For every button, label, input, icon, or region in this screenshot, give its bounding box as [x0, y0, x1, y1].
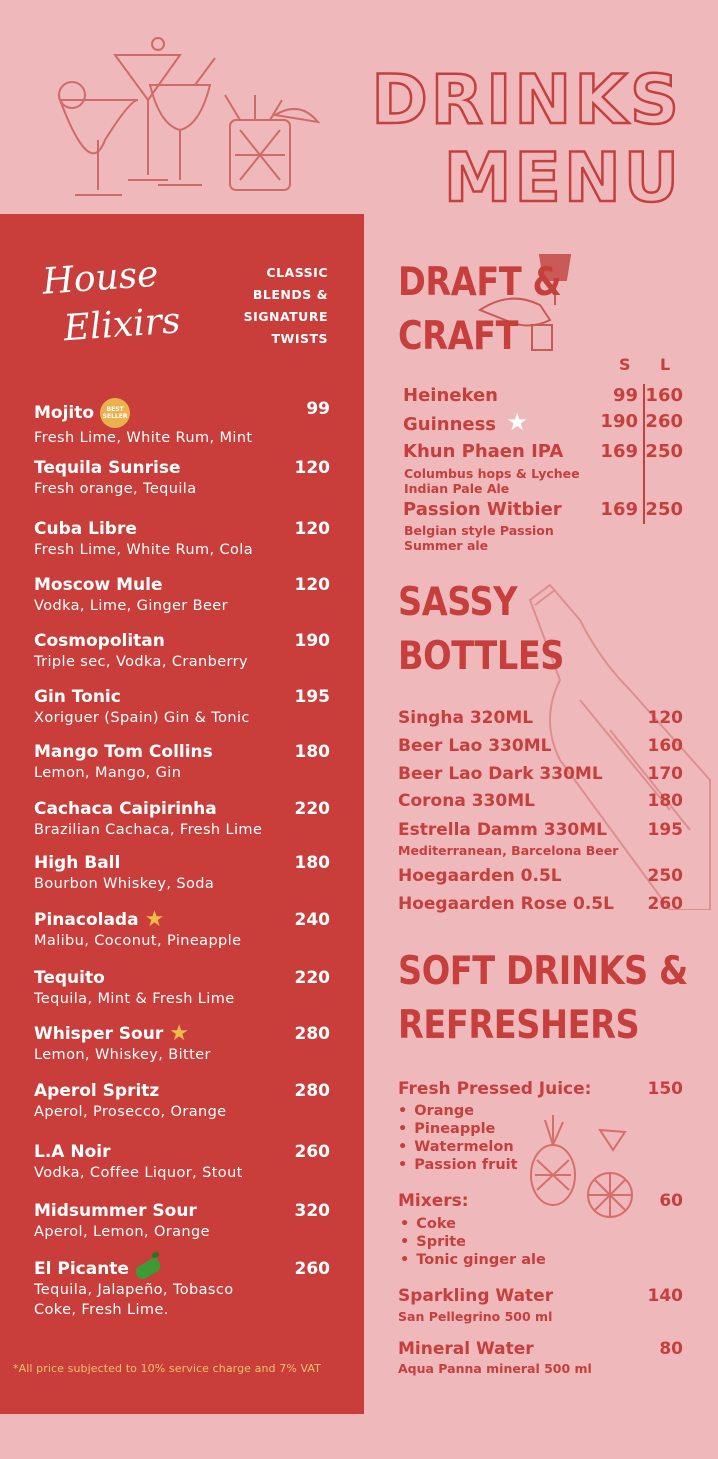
house-elixirs-heading: House Elixirs [41, 253, 182, 350]
item-name: Cuba Libre [34, 519, 137, 539]
item-price: 280 [294, 1081, 330, 1101]
item-description: Aperol, Prosecco, Orange [34, 1104, 227, 1120]
item-name: Cachaca Caipirinha [34, 799, 217, 819]
juice-options [398, 1102, 518, 1174]
item-description: Bourbon Whiskey, Soda [34, 876, 215, 892]
bottle-item [398, 707, 683, 729]
item-name: Estrella Damm 330ML [398, 820, 607, 840]
item-name: Mineral Water [398, 1339, 534, 1359]
house-elixirs-panel [0, 214, 364, 1414]
bottle-item [398, 790, 683, 812]
item-description: Aperol, Lemon, Orange [34, 1224, 210, 1240]
menu-item [34, 1200, 330, 1242]
item-price: 120 [294, 575, 330, 595]
bottle-item [398, 865, 683, 887]
cocktail-glasses-illustration [50, 30, 330, 205]
item-name: Mixers: [398, 1191, 469, 1211]
size-large-header: L [660, 355, 671, 374]
menu-item [34, 798, 330, 840]
item-description: Triple sec, Vodka, Cranberry [34, 654, 248, 670]
item-description: Fresh Lime, White Rum, Cola [34, 542, 254, 558]
draft-item [403, 440, 684, 464]
item-description-line2: Indian Pale Ale [404, 481, 510, 496]
mixer-options [400, 1215, 546, 1269]
juice-item [398, 1078, 683, 1100]
item-name: Beer Lao 330ML [398, 736, 552, 756]
item-price: 220 [294, 799, 330, 819]
item-price: 220 [294, 968, 330, 988]
item-description: Fresh orange, Tequila [34, 481, 197, 497]
item-name: Heineken [403, 385, 498, 406]
item-name: Tequila Sunrise [34, 458, 181, 478]
menu-item [34, 1141, 330, 1183]
item-name: Khun Phaen IPA [403, 441, 564, 462]
sparkling-water-item [398, 1285, 683, 1307]
item-name: Moscow Mule [34, 575, 163, 595]
list-item: • Orange [398, 1102, 518, 1120]
menu-item [34, 1080, 330, 1122]
menu-item [34, 1023, 330, 1065]
section-title-soft-drinks: SOFT DRINKS & REFRESHERS [398, 949, 688, 1048]
item-name: Gin Tonic [34, 687, 121, 707]
item-price: 60 [659, 1191, 683, 1211]
item-name: Corona 330ML [398, 791, 535, 811]
item-name: Sparkling Water [398, 1286, 554, 1306]
star-icon: ★ [506, 408, 528, 436]
item-price: 320 [294, 1201, 330, 1221]
menu-item [34, 1258, 330, 1320]
item-description: Tequila, Mint & Fresh Lime [34, 991, 235, 1007]
item-description: Lemon, Mango, Gin [34, 765, 182, 781]
item-description: Vodka, Coffee Liquor, Stout [34, 1165, 243, 1181]
menu-item [34, 518, 330, 560]
item-price: 180 [294, 853, 330, 873]
item-name: Mango Tom Collins [34, 742, 213, 762]
menu-item [34, 852, 330, 894]
item-price: 190 [294, 631, 330, 651]
bottle-item [398, 735, 683, 757]
size-small-header: S [619, 355, 631, 374]
mineral-water-item [398, 1338, 683, 1360]
price-small: 99 [612, 385, 638, 406]
item-price: 195 [647, 820, 683, 840]
item-name: Guinness [403, 414, 497, 435]
item-description: Tequila, Jalapeño, Tobasco [34, 1282, 234, 1298]
item-name: Whisper Sour [34, 1024, 164, 1044]
star-icon: ★ [144, 907, 165, 932]
house-elixirs-tagline: CLASSIC BLENDS & SIGNATURE TWISTS [243, 265, 328, 346]
item-name: Midsummer Sour [34, 1201, 197, 1221]
item-description-line2: Coke, Fresh Lime. [34, 1302, 169, 1318]
price-small: 169 [600, 499, 638, 520]
bottle-item [398, 819, 683, 841]
best-seller-badge: BEST SELLER [100, 398, 130, 428]
price-large: 250 [645, 499, 683, 520]
item-price: 99 [306, 399, 330, 419]
item-price: 250 [647, 866, 683, 886]
star-icon: ★ [169, 1021, 189, 1046]
menu-item [34, 398, 330, 448]
item-price: 170 [647, 764, 683, 784]
list-item: • Watermelon [398, 1138, 518, 1156]
item-name: Aperol Spritz [34, 1081, 160, 1101]
menu-item [34, 741, 330, 783]
item-name: High Ball [34, 853, 121, 873]
item-price: 260 [647, 894, 683, 914]
item-price: 180 [647, 791, 683, 811]
item-price: 240 [294, 910, 330, 930]
item-price: 140 [647, 1286, 683, 1306]
item-price: 120 [294, 458, 330, 478]
item-price: 260 [294, 1142, 330, 1162]
price-large: 250 [645, 441, 683, 462]
item-description: Xoriguer (Spain) Gin & Tonic [34, 710, 250, 726]
bottle-item [398, 763, 683, 785]
item-name: Mojito [34, 403, 95, 423]
item-description: San Pellegrino 500 ml [398, 1309, 553, 1324]
menu-item [34, 686, 330, 728]
menu-item [34, 574, 330, 616]
page-title: DRINKS MENU [371, 61, 682, 218]
item-name: Hoegaarden 0.5L [398, 866, 562, 886]
section-title-bottles: SASSY BOTTLES [398, 580, 565, 679]
item-description: Brazilian Cachaca, Fresh Lime [34, 822, 263, 838]
chili-icon [133, 1256, 163, 1281]
item-price: 80 [659, 1339, 683, 1359]
list-item: • Pineapple [398, 1120, 518, 1138]
price-small: 169 [600, 441, 638, 462]
item-description: Mediterranean, Barcelona Beer [398, 843, 619, 858]
list-item: • Tonic ginger ale [400, 1251, 546, 1269]
item-description: Lemon, Whiskey, Bitter [34, 1047, 211, 1063]
menu-item [34, 909, 330, 951]
price-small: 190 [600, 411, 638, 432]
item-description: Fresh Lime, White Rum, Mint [34, 430, 253, 446]
item-description: Aqua Panna mineral 500 ml [398, 1361, 592, 1376]
item-name: Pinacolada [34, 910, 139, 930]
menu-item [34, 630, 330, 672]
item-name: El Picante [34, 1259, 129, 1279]
item-description: Malibu, Coconut, Pineapple [34, 933, 242, 949]
section-title-draft: DRAFT & CRAFT [398, 260, 562, 359]
item-price: 150 [647, 1079, 683, 1099]
item-name: Singha 320ML [398, 708, 534, 728]
list-item: • Coke [400, 1215, 546, 1233]
price-large: 160 [645, 385, 683, 406]
list-item: • Sprite [400, 1233, 546, 1251]
item-price: 120 [647, 708, 683, 728]
menu-item [34, 967, 330, 1009]
item-price: 120 [294, 519, 330, 539]
item-price: 180 [294, 742, 330, 762]
item-name: Passion Witbier [403, 499, 562, 520]
item-name: Fresh Pressed Juice: [398, 1079, 592, 1099]
draft-item [403, 384, 684, 408]
item-name: Cosmopolitan [34, 631, 165, 651]
item-price: 280 [294, 1024, 330, 1044]
bottle-item [398, 893, 683, 915]
item-description: Columbus hops & Lychee [404, 466, 580, 481]
price-large: 260 [645, 411, 683, 432]
item-name: Tequito [34, 968, 105, 988]
menu-item [34, 457, 330, 499]
price-footnote: *All price subjected to 10% service charge and 7% VAT [13, 1362, 321, 1375]
item-name: L.A Noir [34, 1142, 111, 1162]
draft-item [403, 498, 684, 522]
item-name: Beer Lao Dark 330ML [398, 764, 603, 784]
item-price: 160 [647, 736, 683, 756]
draft-item [403, 410, 684, 437]
item-description: Belgian style Passion [404, 523, 554, 538]
mixers-item [398, 1190, 683, 1212]
item-price: 195 [294, 687, 330, 707]
list-item: • Passion fruit [398, 1156, 518, 1174]
item-name: Hoegaarden Rose 0.5L [398, 894, 614, 914]
item-description-line2: Summer ale [404, 538, 489, 553]
item-price: 260 [294, 1259, 330, 1279]
item-description: Vodka, Lime, Ginger Beer [34, 598, 228, 614]
